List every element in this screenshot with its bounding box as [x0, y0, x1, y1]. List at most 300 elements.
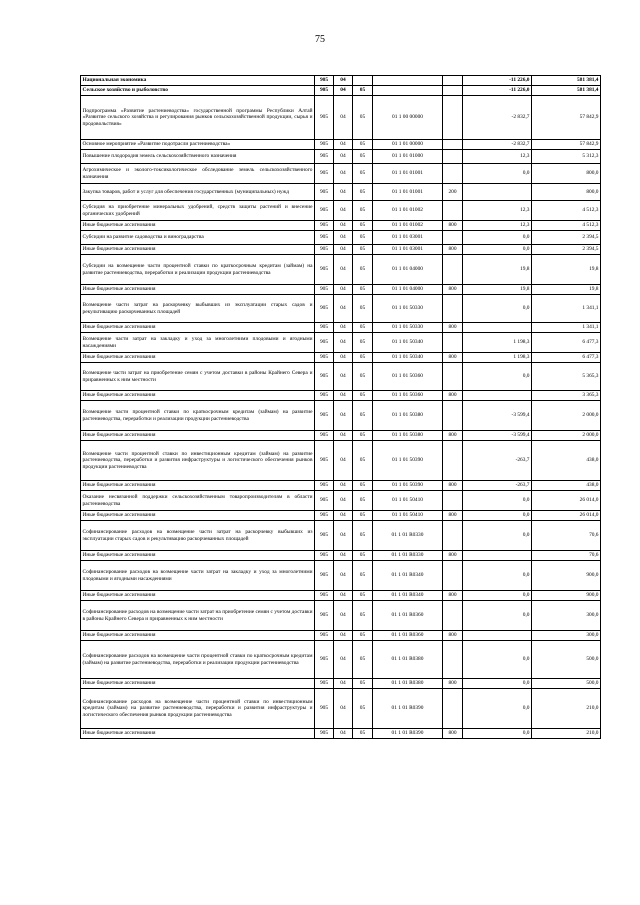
row-amount-total: 2 000,0 [532, 401, 601, 431]
row-amount-total: 581 381,4 [532, 86, 601, 96]
row-section-code: 04 [334, 255, 353, 285]
row-subsection-code: 05 [353, 255, 373, 285]
row-amount-change: 0,0 [463, 231, 532, 245]
row-section-code: 04 [334, 221, 353, 231]
row-amount-change: -263,7 [463, 441, 532, 481]
row-section-code: 04 [334, 491, 353, 511]
row-section-code: 04 [334, 481, 353, 491]
row-amount-total: 3 365,3 [532, 391, 601, 401]
row-subsection-code: 05 [353, 140, 373, 150]
row-expense-type [443, 333, 463, 353]
row-amount-total: 26 014,0 [532, 511, 601, 521]
row-amount-change: -2 832,7 [463, 96, 532, 140]
row-expense-type: 200 [443, 184, 463, 201]
table-row [81, 150, 601, 164]
row-expense-type [443, 96, 463, 140]
row-amount-change [463, 323, 532, 333]
row-name: Подпрограмма «Развитие растениеводства» государственной программы Республики Алтай «Развитие сельского хозяйства и регулирования рынков сельскохозяйственной продукции, сырья и продовольствия» [81, 96, 315, 140]
row-expense-type: 800 [443, 431, 463, 441]
row-section-code: 04 [334, 164, 353, 184]
table-row [81, 164, 601, 184]
row-ministry-code: 905 [315, 323, 334, 333]
row-section-code: 04 [334, 231, 353, 245]
row-subsection-code: 05 [353, 333, 373, 353]
row-ministry-code: 905 [315, 441, 334, 481]
row-ministry-code: 905 [315, 481, 334, 491]
table-row [81, 431, 601, 441]
row-ministry-code: 905 [315, 521, 334, 551]
row-name: Агрохимическое и эколого-токсикологическое обследование земель сельскохозяйственного назначения [81, 164, 315, 184]
row-name: Иные бюджетные ассигнования [81, 323, 315, 333]
row-target-article: 01 1 01 04000 [373, 255, 443, 285]
row-amount-change: 0,0 [463, 729, 532, 739]
row-target-article: 01 1 01 50410 [373, 511, 443, 521]
row-amount-change: 12,3 [463, 221, 532, 231]
row-section-code: 04 [334, 96, 353, 140]
table-row [81, 521, 601, 551]
row-target-article: 01 1 01 01001 [373, 164, 443, 184]
row-expense-type [443, 363, 463, 391]
row-section-code: 04 [334, 245, 353, 255]
row-expense-type [443, 201, 463, 221]
row-amount-change [463, 551, 532, 561]
table-row [81, 641, 601, 679]
row-name: Возмещение части затрат на закладку и уход за многолетними плодовыми и ягодными насаждениями [81, 333, 315, 353]
row-amount-total: 300,0 [532, 631, 601, 641]
row-amount-change [463, 184, 532, 201]
row-section-code: 04 [334, 86, 353, 96]
row-expense-type: 800 [443, 245, 463, 255]
row-section-code: 04 [334, 591, 353, 601]
row-name: Иные бюджетные ассигнования [81, 353, 315, 363]
row-subsection-code: 05 [353, 679, 373, 689]
budget-table [80, 75, 601, 739]
row-expense-type [443, 521, 463, 551]
row-amount-total: 500,0 [532, 641, 601, 679]
row-amount-change: 12,3 [463, 201, 532, 221]
table-row [81, 140, 601, 150]
row-name: Иные бюджетные ассигнования [81, 591, 315, 601]
page-number: 75 [315, 34, 325, 45]
row-expense-type [443, 601, 463, 631]
row-amount-total: 300,0 [532, 601, 601, 631]
row-amount-change: 0,0 [463, 591, 532, 601]
row-expense-type: 800 [443, 481, 463, 491]
row-target-article: 01 1 01 R0330 [373, 551, 443, 561]
row-target-article: 01 1 00 00000 [373, 96, 443, 140]
row-target-article: 01 1 01 50380 [373, 401, 443, 431]
row-expense-type: 800 [443, 591, 463, 601]
row-ministry-code: 905 [315, 679, 334, 689]
table-row [81, 76, 601, 86]
row-target-article: 01 1 01 R0360 [373, 601, 443, 631]
row-subsection-code: 05 [353, 323, 373, 333]
row-section-code: 04 [334, 601, 353, 631]
row-amount-change: 0,0 [463, 245, 532, 255]
row-name: Субсидии на развитие садоводства и виноградарства [81, 231, 315, 245]
row-target-article: 01 1 01 01001 [373, 184, 443, 201]
row-amount-change: 0,0 [463, 521, 532, 551]
row-expense-type: 800 [443, 679, 463, 689]
row-expense-type [443, 231, 463, 245]
row-subsection-code: 05 [353, 391, 373, 401]
row-ministry-code: 905 [315, 76, 334, 86]
row-target-article [373, 76, 443, 86]
table-row [81, 689, 601, 729]
row-subsection-code: 05 [353, 295, 373, 323]
row-target-article: 01 1 01 01000 [373, 150, 443, 164]
row-expense-type [443, 164, 463, 184]
row-name: Софинансирование расходов на возмещение части затрат на закладку и уход за многолетними плодовыми и ягодными насаждениями [81, 561, 315, 591]
table-row [81, 201, 601, 221]
row-expense-type: 800 [443, 353, 463, 363]
row-subsection-code: 05 [353, 184, 373, 201]
row-name: Национальная экономика [81, 76, 315, 86]
row-amount-change: 0,0 [463, 295, 532, 323]
row-expense-type [443, 689, 463, 729]
row-name: Софинансирование расходов на возмещение части процентной ставки по инвестиционным кредитам (займам) на развитие растениеводства, переработки и развития инфраструктуры и логистического обеспечения рынков продукции растениеводства [81, 689, 315, 729]
row-amount-total: 800,0 [532, 184, 601, 201]
row-amount-change: 0,0 [463, 679, 532, 689]
row-name: Софинансирование расходов на возмещение части затрат на приобретение семян с учетом доставки в районы Крайнего Севера и приравненных к ним местности [81, 601, 315, 631]
table-row [81, 245, 601, 255]
row-section-code: 04 [334, 184, 353, 201]
row-name: Возмещение части процентной ставки по инвестиционным кредитам (займам) на развитие растениеводства, переработки и развития инфраструктуры и логистического обеспечения рынков продукции растениеводства [81, 441, 315, 481]
row-amount-change: -11 226,0 [463, 86, 532, 96]
row-expense-type [443, 150, 463, 164]
row-amount-change [463, 391, 532, 401]
row-amount-total: 5 365,3 [532, 363, 601, 391]
row-ministry-code: 905 [315, 184, 334, 201]
row-target-article: 01 1 01 R0380 [373, 679, 443, 689]
row-ministry-code: 905 [315, 591, 334, 601]
row-subsection-code: 05 [353, 591, 373, 601]
row-name: Сельское хозяйство и рыболовство [81, 86, 315, 96]
row-section-code: 04 [334, 631, 353, 641]
table-row [81, 551, 601, 561]
row-name: Иные бюджетные ассигнования [81, 729, 315, 739]
row-section-code: 04 [334, 140, 353, 150]
row-subsection-code: 05 [353, 551, 373, 561]
row-amount-total: 438,0 [532, 481, 601, 491]
row-amount-change: 19,8 [463, 285, 532, 295]
row-expense-type: 800 [443, 551, 463, 561]
row-ministry-code: 905 [315, 363, 334, 391]
row-target-article: 01 1 01 03001 [373, 231, 443, 245]
row-name: Возмещение части затрат на раскорчевку выбывших из эксплуатации старых садов и рекультивацию раскорчеванных площадей [81, 295, 315, 323]
row-amount-total: 26 014,0 [532, 491, 601, 511]
row-subsection-code: 05 [353, 221, 373, 231]
row-target-article: 01 1 01 00000 [373, 140, 443, 150]
row-amount-total: 900,0 [532, 591, 601, 601]
row-ministry-code: 905 [315, 729, 334, 739]
table-row [81, 231, 601, 245]
row-subsection-code: 05 [353, 561, 373, 591]
row-section-code: 04 [334, 295, 353, 323]
row-section-code: 04 [334, 333, 353, 353]
row-ministry-code: 905 [315, 140, 334, 150]
row-amount-total: 57 842,9 [532, 96, 601, 140]
row-name: Закупка товаров, работ и услуг для обеспечения государственных (муниципальных) нужд [81, 184, 315, 201]
row-ministry-code: 905 [315, 431, 334, 441]
row-section-code: 04 [334, 729, 353, 739]
row-expense-type: 800 [443, 729, 463, 739]
table-row [81, 295, 601, 323]
row-amount-total: 19,8 [532, 255, 601, 285]
row-amount-change: 0,0 [463, 363, 532, 391]
table-row [81, 221, 601, 231]
row-amount-change: -263,7 [463, 481, 532, 491]
row-expense-type [443, 641, 463, 679]
table-row [81, 511, 601, 521]
row-subsection-code: 05 [353, 431, 373, 441]
row-amount-total: 500,0 [532, 679, 601, 689]
row-amount-change: 0,0 [463, 164, 532, 184]
row-amount-total: 6 477,3 [532, 333, 601, 353]
table-row [81, 561, 601, 591]
table-row [81, 401, 601, 431]
row-subsection-code: 05 [353, 96, 373, 140]
row-subsection-code: 05 [353, 511, 373, 521]
row-target-article: 01 1 01 50330 [373, 323, 443, 333]
row-amount-total: 4 512,3 [532, 221, 601, 231]
row-name: Иные бюджетные ассигнования [81, 285, 315, 295]
row-target-article: 01 1 01 R0390 [373, 729, 443, 739]
row-ministry-code: 905 [315, 295, 334, 323]
row-section-code: 04 [334, 431, 353, 441]
row-name: Оказание несвязанной поддержки сельскохозяйственным товаропроизводителям в области растениеводства [81, 491, 315, 511]
row-subsection-code: 05 [353, 521, 373, 551]
row-ministry-code: 905 [315, 601, 334, 631]
row-amount-change: 0,0 [463, 511, 532, 521]
row-amount-change: 0,0 [463, 689, 532, 729]
row-expense-type [443, 255, 463, 285]
row-amount-change: -11 226,0 [463, 76, 532, 86]
row-name: Возмещение части затрат на приобретение семян с учетом доставки в районы Крайнего Севера и приравненных к ним местности [81, 363, 315, 391]
row-amount-change [463, 631, 532, 641]
table-row [81, 353, 601, 363]
row-section-code: 04 [334, 561, 353, 591]
row-amount-change: -3 599,4 [463, 401, 532, 431]
table-row [81, 631, 601, 641]
row-section-code: 04 [334, 201, 353, 221]
row-expense-type [443, 561, 463, 591]
row-target-article: 01 1 01 R0340 [373, 591, 443, 601]
row-amount-total: 210,0 [532, 729, 601, 739]
row-amount-total: 1 341,1 [532, 323, 601, 333]
row-amount-total: 6 477,3 [532, 353, 601, 363]
row-target-article: 01 1 01 50360 [373, 391, 443, 401]
row-amount-total: 4 512,3 [532, 201, 601, 221]
row-amount-change: 1 198,3 [463, 333, 532, 353]
row-section-code: 04 [334, 679, 353, 689]
row-expense-type [443, 491, 463, 511]
row-amount-total: 900,0 [532, 561, 601, 591]
row-target-article: 01 1 01 50380 [373, 431, 443, 441]
row-section-code: 04 [334, 76, 353, 86]
row-ministry-code: 905 [315, 221, 334, 231]
row-name: Иные бюджетные ассигнования [81, 511, 315, 521]
table-row [81, 441, 601, 481]
row-ministry-code: 905 [315, 96, 334, 140]
row-ministry-code: 905 [315, 491, 334, 511]
row-expense-type: 800 [443, 631, 463, 641]
row-amount-change: 0,0 [463, 491, 532, 511]
row-section-code: 04 [334, 323, 353, 333]
row-target-article: 01 1 01 R0360 [373, 631, 443, 641]
row-section-code: 04 [334, 285, 353, 295]
row-subsection-code: 05 [353, 491, 373, 511]
row-subsection-code: 05 [353, 689, 373, 729]
row-expense-type: 800 [443, 391, 463, 401]
table-row [81, 285, 601, 295]
row-name: Основное мероприятие «Развитие подотрасли растениеводства» [81, 140, 315, 150]
row-amount-total: 19,8 [532, 285, 601, 295]
table-row [81, 333, 601, 353]
row-subsection-code: 05 [353, 245, 373, 255]
row-subsection-code: 05 [353, 441, 373, 481]
row-target-article: 01 1 01 50360 [373, 363, 443, 391]
row-name: Иные бюджетные ассигнования [81, 391, 315, 401]
row-name: Субсидия на приобретение минеральных удобрений, средств защиты растений и внесение органических удобрений [81, 201, 315, 221]
row-target-article: 01 1 01 50410 [373, 491, 443, 511]
table-row [81, 679, 601, 689]
row-ministry-code: 905 [315, 333, 334, 353]
row-name: Софинансирование расходов на возмещение части затрат на раскорчевку выбывших из эксплуатации старых садов и рекультивацию раскорчеванных площадей [81, 521, 315, 551]
row-expense-type [443, 140, 463, 150]
table-row [81, 729, 601, 739]
row-name: Софинансирование расходов на возмещение части процентной ставки по краткосрочным кредитам (займам) на развитие растениеводства, переработки и реализации продукции растениеводства [81, 641, 315, 679]
row-subsection-code: 05 [353, 353, 373, 363]
row-target-article: 01 1 01 50390 [373, 481, 443, 491]
row-amount-change: 0,0 [463, 601, 532, 631]
row-section-code: 04 [334, 391, 353, 401]
row-subsection-code: 05 [353, 729, 373, 739]
row-target-article: 01 1 01 R0330 [373, 521, 443, 551]
row-name: Повышение плодородия земель сельскохозяйственного назначения [81, 150, 315, 164]
table-row [81, 491, 601, 511]
row-ministry-code: 905 [315, 401, 334, 431]
row-subsection-code: 05 [353, 201, 373, 221]
row-ministry-code: 905 [315, 231, 334, 245]
row-section-code: 04 [334, 689, 353, 729]
table-row [81, 323, 601, 333]
row-amount-change: 0,0 [463, 561, 532, 591]
row-subsection-code [353, 76, 373, 86]
row-ministry-code: 905 [315, 164, 334, 184]
row-amount-change: 19,8 [463, 255, 532, 285]
row-amount-total: 581 381,4 [532, 76, 601, 86]
row-expense-type [443, 86, 463, 96]
row-expense-type: 800 [443, 323, 463, 333]
table-row [81, 481, 601, 491]
row-name: Иные бюджетные ассигнования [81, 679, 315, 689]
row-ministry-code: 905 [315, 631, 334, 641]
row-ministry-code: 905 [315, 561, 334, 591]
row-name: Иные бюджетные ассигнования [81, 481, 315, 491]
row-expense-type [443, 295, 463, 323]
row-subsection-code: 05 [353, 631, 373, 641]
row-expense-type [443, 401, 463, 431]
row-target-article: 01 1 01 01002 [373, 221, 443, 231]
row-ministry-code: 905 [315, 201, 334, 221]
row-amount-total: 70,6 [532, 551, 601, 561]
row-name: Иные бюджетные ассигнования [81, 221, 315, 231]
table-row [81, 86, 601, 96]
row-amount-change: 1 198,3 [463, 353, 532, 363]
row-ministry-code: 905 [315, 86, 334, 96]
row-name: Субсидии на возмещение части процентной ставки по краткосрочным кредитам (займам) на развитие растениеводства, переработки и реализации продукции растениеводства [81, 255, 315, 285]
row-expense-type [443, 76, 463, 86]
row-expense-type: 800 [443, 221, 463, 231]
row-amount-total: 2 394,5 [532, 245, 601, 255]
row-subsection-code: 05 [353, 285, 373, 295]
table-row [81, 391, 601, 401]
row-amount-change: -2 832,7 [463, 140, 532, 150]
row-ministry-code: 905 [315, 353, 334, 363]
row-ministry-code: 905 [315, 511, 334, 521]
row-subsection-code: 05 [353, 641, 373, 679]
row-name: Иные бюджетные ассигнования [81, 431, 315, 441]
table-row [81, 591, 601, 601]
row-ministry-code: 905 [315, 150, 334, 164]
row-amount-total: 70,6 [532, 521, 601, 551]
row-ministry-code: 905 [315, 245, 334, 255]
row-target-article: 01 1 01 R0390 [373, 689, 443, 729]
row-subsection-code: 05 [353, 150, 373, 164]
row-amount-total: 2 000,0 [532, 431, 601, 441]
row-amount-total: 5 312,3 [532, 150, 601, 164]
row-section-code: 04 [334, 641, 353, 679]
row-section-code: 04 [334, 551, 353, 561]
row-amount-change: 12,3 [463, 150, 532, 164]
table-row [81, 363, 601, 391]
row-amount-total: 210,0 [532, 689, 601, 729]
row-subsection-code: 05 [353, 401, 373, 431]
row-amount-total: 57 842,9 [532, 140, 601, 150]
row-subsection-code: 05 [353, 363, 373, 391]
table-row [81, 184, 601, 201]
row-target-article: 01 1 01 R0380 [373, 641, 443, 679]
row-subsection-code: 05 [353, 481, 373, 491]
row-section-code: 04 [334, 521, 353, 551]
row-target-article: 01 1 01 04000 [373, 285, 443, 295]
row-subsection-code: 05 [353, 231, 373, 245]
row-amount-change: -3 599,4 [463, 431, 532, 441]
row-section-code: 04 [334, 353, 353, 363]
row-target-article: 01 1 01 50340 [373, 353, 443, 363]
row-expense-type: 800 [443, 511, 463, 521]
row-amount-total: 2 394,5 [532, 231, 601, 245]
row-target-article: 01 1 01 01002 [373, 201, 443, 221]
row-name: Иные бюджетные ассигнования [81, 245, 315, 255]
row-target-article: 01 1 01 R0340 [373, 561, 443, 591]
row-target-article: 01 1 01 50390 [373, 441, 443, 481]
row-amount-total: 1 341,1 [532, 295, 601, 323]
row-target-article [373, 86, 443, 96]
row-ministry-code: 905 [315, 689, 334, 729]
row-target-article: 01 1 01 50340 [373, 333, 443, 353]
row-subsection-code: 05 [353, 601, 373, 631]
row-ministry-code: 905 [315, 641, 334, 679]
row-subsection-code: 05 [353, 164, 373, 184]
table-row [81, 601, 601, 631]
row-section-code: 04 [334, 401, 353, 431]
row-ministry-code: 905 [315, 391, 334, 401]
row-ministry-code: 905 [315, 255, 334, 285]
row-expense-type [443, 441, 463, 481]
row-expense-type: 800 [443, 285, 463, 295]
